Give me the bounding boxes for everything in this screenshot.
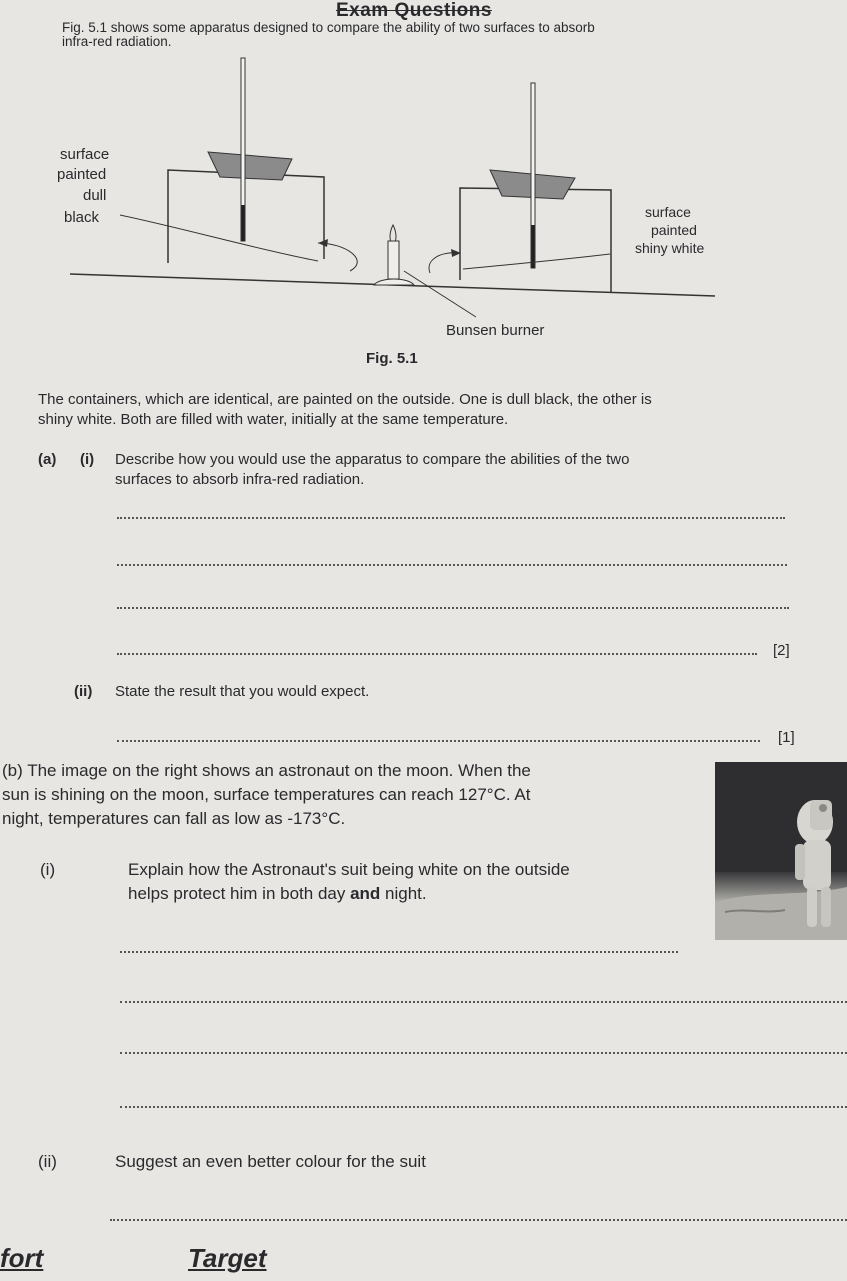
answer-line-b-ii[interactable] [110,1219,847,1221]
answer-line-a-i-1[interactable] [117,517,785,519]
label-left-painted: painted [57,166,107,183]
question-b-i-line-1: Explain how the Astronaut's suit being white on the outside [128,860,570,879]
apparatus-diagram [0,55,847,375]
question-b-i-line-2 [128,884,427,904]
left-cork [208,152,292,180]
label-right-painted: painted [651,222,697,238]
part-b-intro-line-1: (b) The image on the right shows an astronaut on the moon. When the [2,761,531,780]
left-label-pointer [120,215,318,261]
question-b-i-emphasis: and [350,884,381,903]
right-label-pointer [463,254,610,269]
bunsen-pointer [404,271,476,317]
label-right-surface: surface [645,204,691,220]
left-thermometer-liquid [242,205,245,241]
astronaut-figure-icon [715,762,847,940]
marks-a-ii: [1] [778,729,795,746]
astronaut-photo [715,762,847,940]
answer-line-b-i-2[interactable] [120,1001,847,1003]
bunsen-tube [388,241,399,279]
figure-caption: Fig. 5.1 [366,350,418,367]
question-a-i-line-2: surfaces to absorb infra-red radiation. [115,471,365,488]
section-title: Exam Questions [336,0,492,21]
intro-line-2: infra-red radiation. [62,34,172,49]
part-a-label: (a) [38,451,57,468]
label-left-dull: dull [83,187,107,204]
label-left-black: black [64,209,100,226]
answer-line-a-ii[interactable] [117,740,760,742]
question-b-ii: Suggest an even better colour for the suit [115,1152,426,1171]
right-thermometer-liquid [532,225,535,268]
answer-line-b-i-3[interactable] [120,1052,847,1054]
part-b-intro-line-2: sun is shining on the moon, surface temperatures can reach 127°C. At [2,785,531,804]
answer-line-b-i-4[interactable] [120,1106,847,1108]
description-line-2: shiny white. Both are filled with water, initially at the same temperature. [38,411,509,428]
question-a-i-line-1: Describe how you would use the apparatus to compare the abilities of the two [115,451,630,468]
footer-left-text: fort [0,1243,44,1273]
question-b-i-line-2-start: helps protect him in both day [128,884,351,903]
answer-line-a-i-4[interactable] [117,653,757,655]
answer-line-a-i-2[interactable] [117,564,787,566]
radiation-arrow-left-head [318,239,328,247]
label-bunsen-burner: Bunsen burner [446,322,545,339]
footer-target-text: Target [188,1243,267,1273]
part-a-ii-label: (ii) [74,683,93,700]
label-right-shiny-white: shiny white [635,240,705,256]
part-a-i-label: (i) [80,451,95,468]
bunsen-base [374,279,414,285]
label-left-surface: surface [60,146,110,163]
answer-line-b-i-1[interactable] [120,951,678,953]
part-b-ii-label: (ii) [38,1152,57,1171]
part-b-intro-line-3: night, temperatures can fall as low as -173°C. [2,809,346,828]
question-a-ii: State the result that you would expect. [115,683,370,700]
part-b-i-label: (i) [40,860,56,879]
radiation-arrow-right [429,253,460,273]
question-b-i-line-2-end: night. [380,884,427,903]
answer-line-a-i-3[interactable] [117,607,789,609]
description-line-1: The containers, which are identical, are painted on the outside. One is dull black, the other is [38,391,652,408]
marks-a-i: [2] [773,642,790,659]
intro-line-1: Fig. 5.1 shows some apparatus designed to compare the ability of two surfaces to absorb [62,20,595,35]
left-container [168,170,324,263]
